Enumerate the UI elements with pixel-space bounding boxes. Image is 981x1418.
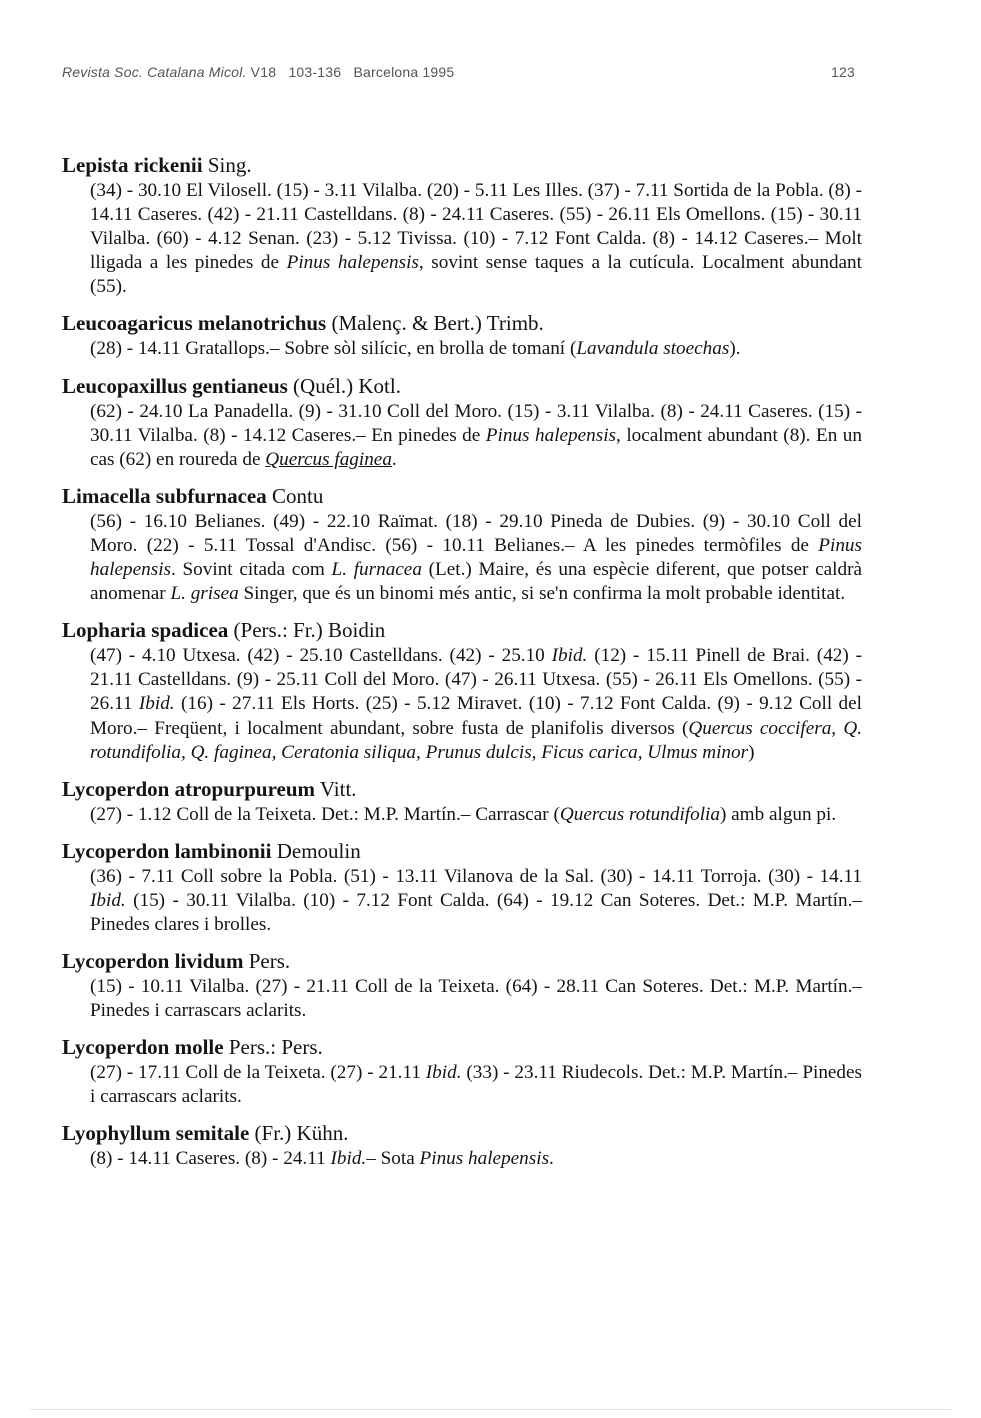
record-text: (28) - 14.11 Gratallops.– Sobre sòl silícic, en brolla de tomaní ( (90, 338, 577, 360)
species-name: Lepista rickenii (62, 153, 203, 177)
species-title (62, 837, 862, 865)
species-title (62, 151, 862, 179)
taxon-italic: Ibid. (425, 1062, 462, 1084)
species-records (62, 400, 862, 472)
species-entry (62, 372, 862, 472)
species-title (62, 616, 862, 644)
species-entry (62, 1033, 862, 1109)
species-authority: Vitt. (319, 776, 357, 801)
record-text: (8) - 14.11 Caseres. (8) - 24.11 (90, 1148, 331, 1170)
scan-edge-line (30, 1409, 951, 1410)
record-text: . (549, 1148, 554, 1170)
taxon-italic: L. furnacea (331, 559, 422, 581)
record-text: – Sota (366, 1148, 420, 1170)
species-records (62, 803, 862, 827)
species-authority: Contu (272, 483, 324, 508)
record-text: ) amb algun pi. (719, 803, 837, 825)
species-title (62, 1033, 862, 1061)
taxon-italic: Ibid. (138, 693, 175, 715)
record-text: . (391, 448, 397, 470)
species-entry (62, 837, 862, 937)
species-list (62, 151, 862, 1182)
record-text: ). (729, 338, 741, 360)
record-text: Singer, que és un binomi més antic, si se'n confirma la molt probable identitat. (238, 583, 846, 605)
species-name: Leucopaxillus gentianeus (62, 373, 288, 398)
species-title (62, 1119, 862, 1147)
journal-name: Revista Soc. Catalana Micol. (62, 64, 247, 80)
species-entry (62, 309, 862, 361)
species-entry (62, 151, 862, 299)
species-title (62, 372, 862, 400)
record-text: (12) - 15.11 Pinell de Brai. (42) - 21.11 Castelldans. (9) - 25.11 Coll del Moro. (47) - 26.11 Utxesa. (55) - 26.11 Els Omellons. (55) - 26.11 (90, 645, 863, 715)
species-name: Lopharia spadicea (62, 618, 229, 643)
record-text: (15) - 10.11 Vilalba. (27) - 21.11 Coll de la Teixeta. (64) - 28.11 Can Soteres. Det.: M.P. Martín.– Pinedes i carrascars aclarits. (90, 976, 862, 1022)
taxon-underlined: Quercus faginea (265, 448, 392, 470)
record-text: (27) - 17.11 Coll de la Teixeta. (27) - 21.11 (90, 1062, 426, 1084)
taxon-italic: Pinus halepensis (485, 424, 617, 446)
taxon-italic (265, 449, 392, 470)
taxon-italic: Ibid. (90, 889, 126, 911)
record-text: (62) - 24.10 La Panadella. (9) - 31.10 Coll del Moro. (15) - 3.11 Vilalba. (8) - 24.11 Caseres. (15) - 30.11 Vilalba. (8) - 14.12 Caseres.– En pinedes de (90, 400, 862, 446)
record-text: (47) - 4.10 Utxesa. (42) - 25.10 Castelldans. (42) - 25.10 (90, 645, 552, 667)
taxon-italic: L. grisea (170, 583, 239, 605)
volume-info: V18 103-136 Barcelona 1995 (250, 64, 455, 80)
species-records (62, 975, 862, 1023)
record-text: ) (748, 741, 755, 763)
species-records (62, 865, 862, 937)
species-title (62, 309, 862, 337)
species-title (62, 775, 862, 803)
page-number: 123 (831, 64, 855, 80)
species-entry (62, 947, 862, 1023)
species-records (62, 1061, 862, 1109)
species-authority: (Fr.) Kühn. (254, 1121, 349, 1146)
species-name: Limacella subfurnacea (62, 483, 267, 508)
species-name: Leucoagaricus melanotrichus (62, 311, 327, 336)
taxon-italic: Ibid. (330, 1148, 367, 1170)
species-name: Lycoperdon molle (62, 1035, 224, 1060)
species-records (62, 337, 862, 361)
species-entry (62, 482, 862, 606)
record-text: (16) - 27.11 Els Horts. (25) - 5.12 Miravet. (10) - 7.12 Font Calda. (9) - 9.12 Coll del Moro.– Freqüent, i localment abundant, sobre fusta de planifolis diversos ( (90, 693, 863, 739)
taxon-italic: Ibid. (551, 645, 588, 667)
species-name: Lycoperdon lividum (62, 949, 244, 974)
record-text: (15) - 30.11 Vilalba. (10) - 7.12 Font Calda. (64) - 19.12 Can Soteres. Det.: M.P. Martín.– Pinedes clares i brolles. (90, 889, 862, 935)
species-name: Lyophyllum semitale (62, 1121, 250, 1146)
species-records (62, 644, 862, 764)
species-name: Lycoperdon atropurpureum (62, 776, 316, 801)
species-authority: Sing. (207, 153, 252, 177)
species-entry (62, 616, 862, 764)
taxon-italic: Pinus halepensis (90, 534, 862, 581)
species-authority: Pers. (248, 949, 291, 974)
taxon-italic: Pinus halepensis (419, 1148, 550, 1170)
taxon-italic: Quercus rotundifolia (559, 803, 720, 825)
species-authority: (Malenç. & Bert.) Trimb. (331, 311, 544, 336)
record-text: (Let.) Maire, és una espècie diferent, que potser caldrà anomenar (90, 559, 862, 605)
record-text: (34) - 30.10 El Vilosell. (15) - 3.11 Vilalba. (20) - 5.11 Les Illes. (37) - 7.11 Sortida de la Pobla. (8) - 14.11 Caseres. (42) - 21.11 Castelldans. (8) - 24.11 Caseres. (55) - 26.11 Els Omellons. (15) - 30.11 Vilalba. (60) - 4.12 Senan. (23) - 5.12 Tivissa. (10) - 7.12 Font Calda. (8) - 14.12 Caseres.– Molt lligada a les pinedes de (90, 180, 862, 274)
journal-citation (62, 64, 454, 80)
species-authority: (Quél.) Kotl. (293, 373, 401, 398)
species-authority: Pers.: Pers. (228, 1035, 323, 1060)
species-records (62, 1147, 862, 1171)
species-name: Lycoperdon lambinonii (62, 838, 272, 863)
record-text: . Sovint citada com (171, 559, 332, 581)
species-entry (62, 1119, 862, 1171)
species-authority: Demoulin (276, 838, 361, 863)
species-records (62, 179, 862, 299)
species-title (62, 947, 862, 975)
species-entry (62, 775, 862, 827)
taxon-italic: Pinus halepensis (286, 252, 419, 274)
species-records (62, 510, 862, 606)
record-text: , sovint sense taques a la cutícula. Localment abundant (55). (90, 252, 862, 298)
taxon-italic: Quercus coccifera, Q. rotundifolia, Q. faginea, Ceratonia siliqua, Prunus dulcis, Ficus carica, Ulmus minor (90, 717, 862, 763)
record-text: (27) - 1.12 Coll de la Teixeta. Det.: M.P. Martín.– Carrascar ( (90, 803, 560, 825)
record-text: (36) - 7.11 Coll sobre la Pobla. (51) - 13.11 Vilanova de la Sal. (30) - 14.11 Torroja. (30) - 14.11 (90, 865, 862, 887)
species-title (62, 482, 862, 510)
record-text: (33) - 23.11 Riudecols. Det.: M.P. Martín.– Pinedes i carrascars aclarits. (90, 1062, 863, 1108)
species-authority: (Pers.: Fr.) Boidin (233, 618, 386, 643)
record-text: (56) - 16.10 Belianes. (49) - 22.10 Raïmat. (18) - 29.10 Pineda de Dubies. (9) - 30.10 Coll del Moro. (22) - 5.11 Tossal d'Andisc. (56) - 10.11 Belianes.– A les pinedes termòfiles de (90, 510, 862, 556)
taxon-italic: Lavandula stoechas (576, 338, 730, 360)
record-text: , localment abundant (8). En un cas (62) en roureda de (90, 424, 862, 470)
